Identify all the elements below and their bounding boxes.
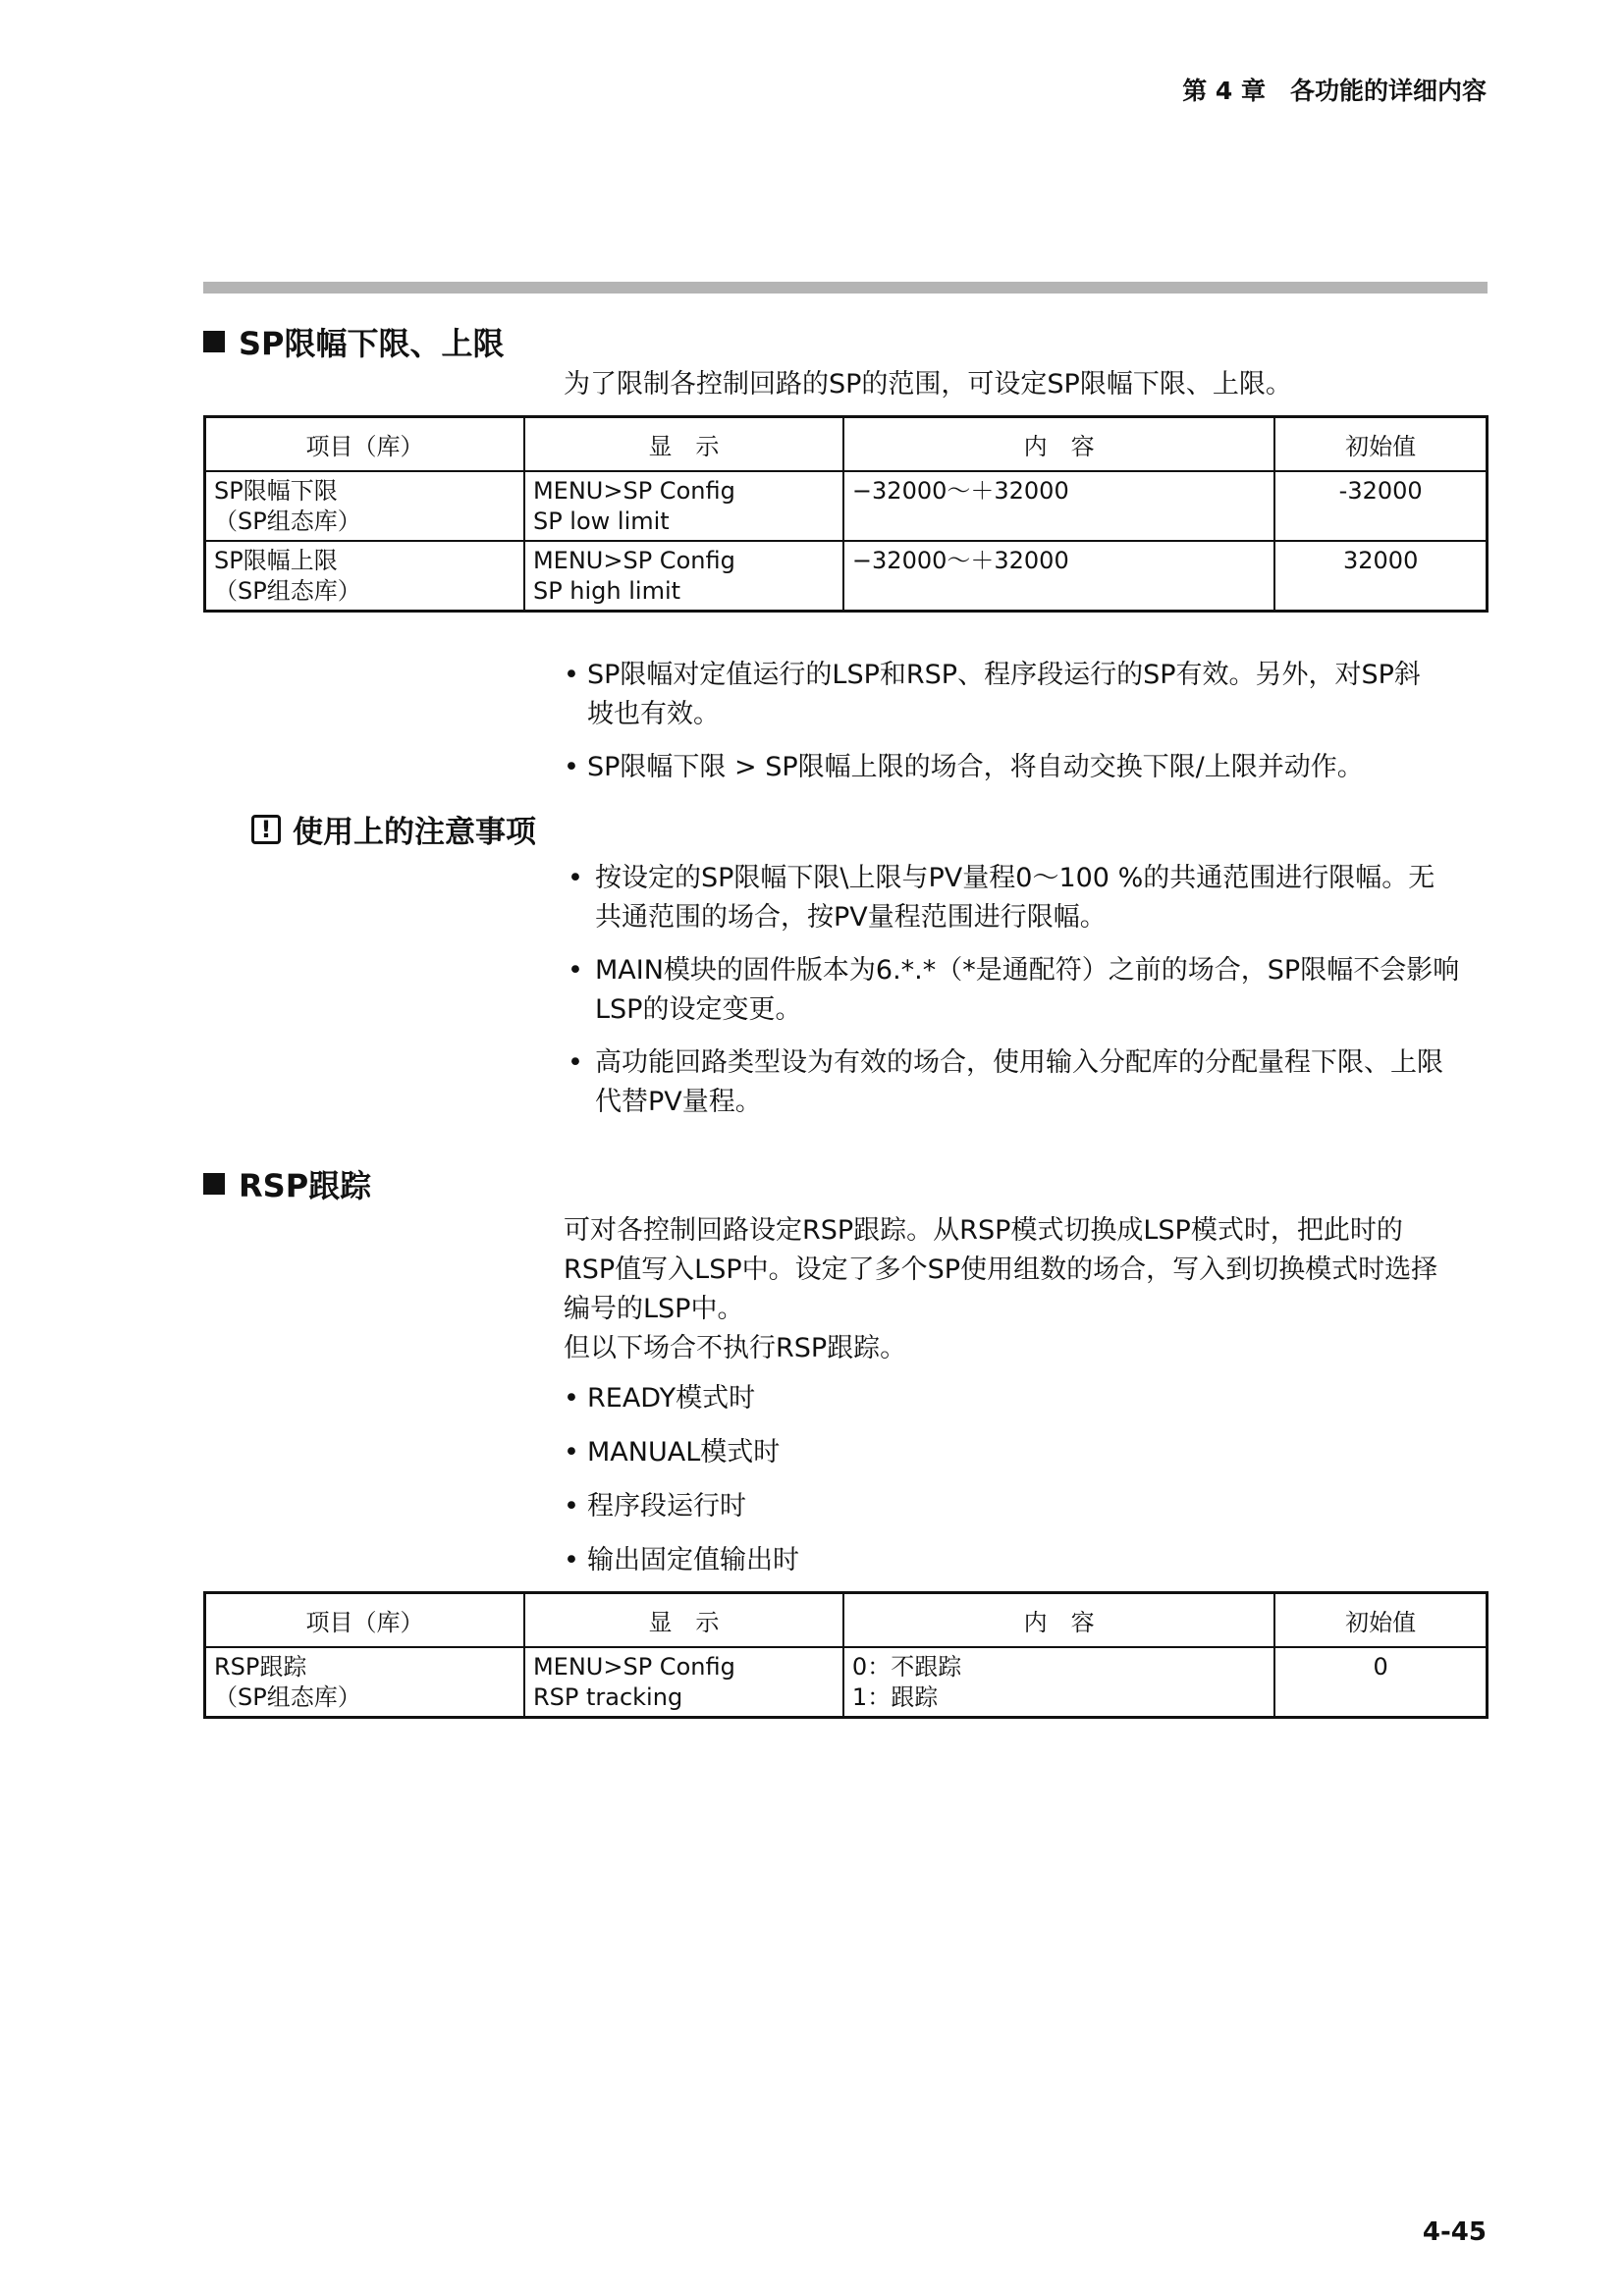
table-cell-item: SP限幅上限 （SP组态库）: [205, 541, 524, 612]
page-number: 4-45: [1422, 2217, 1487, 2247]
section-divider: [203, 282, 1488, 294]
section-title-rsp-tracking: [203, 1161, 371, 1206]
table-cell-item: SP限幅下限 （SP组态库）: [205, 471, 524, 541]
square-bullet-icon: [203, 1173, 225, 1195]
table-header-row: [205, 417, 1488, 472]
caution-title-text: 使用上的注意事项: [293, 815, 536, 850]
table-cell-content: −32000～＋32000: [843, 541, 1274, 612]
sp-limit-bullet-list: [564, 656, 1487, 787]
table-cell-content: −32000～＋32000: [843, 471, 1274, 541]
caution-bullet-list: [564, 859, 1487, 1122]
table-cell-display: MENU>SP Config SP high limit: [524, 541, 843, 612]
list-item: • MAIN模块的固件版本为6.*.*（*是通配符）之前的场合，SP限幅不会影响 LSP的设定变更。: [564, 951, 1487, 1030]
table-cell-initial: 0: [1274, 1647, 1487, 1718]
table-row: [205, 1647, 1488, 1718]
caution-title: [251, 807, 536, 851]
sp-limit-intro: 为了限制各控制回路的SP的范围，可设定SP限幅下限、上限。: [564, 369, 1292, 400]
list-item: • READY模式时: [564, 1379, 1487, 1418]
table-header: 初始值: [1274, 1593, 1487, 1648]
list-item: • 高功能回路类型设为有效的场合，使用输入分配库的分配量程下限、上限 代替PV量程。: [564, 1043, 1487, 1122]
table-header: 内 容: [843, 417, 1274, 472]
table-header: 项目（库）: [205, 1593, 524, 1648]
table-header: 显 示: [524, 417, 843, 472]
table-header: 初始值: [1274, 417, 1487, 472]
list-item: • 输出固定值输出时: [564, 1541, 1487, 1580]
table-header-row: [205, 1593, 1488, 1648]
table-row: [205, 471, 1488, 541]
caution-icon: !: [251, 815, 281, 844]
chapter-header: 第 4 章 各功能的详细内容: [1182, 77, 1487, 105]
table-cell-content: 0：不跟踪 1：跟踪: [843, 1647, 1274, 1718]
section-title-text: RSP跟踪: [239, 1167, 372, 1204]
rsp-bullet-list: [564, 1379, 1487, 1580]
table-row: [205, 541, 1488, 612]
list-item: • 按设定的SP限幅下限\上限与PV量程0～100 %的共通范围进行限幅。无 共通范围的场合，按PV量程范围进行限幅。: [564, 859, 1487, 937]
table-header: 项目（库）: [205, 417, 524, 472]
list-item: • MANUAL模式时: [564, 1433, 1487, 1472]
table-cell-display: MENU>SP Config SP low limit: [524, 471, 843, 541]
table-header: 内 容: [843, 1593, 1274, 1648]
list-item: • SP限幅对定值运行的LSP和RSP、程序段运行的SP有效。另外，对SP斜 坡也有效。: [564, 656, 1487, 734]
table-cell-initial: 32000: [1274, 541, 1487, 612]
table-cell-display: MENU>SP Config RSP tracking: [524, 1647, 843, 1718]
list-item: • 程序段运行时: [564, 1487, 1487, 1526]
section-title-sp-limit: [203, 319, 505, 364]
list-item: • SP限幅下限 > SP限幅上限的场合，将自动交换下限/上限并动作。: [564, 748, 1487, 787]
table-cell-item: RSP跟踪 （SP组态库）: [205, 1647, 524, 1718]
sp-limit-table: [203, 415, 1489, 613]
table-header: 显 示: [524, 1593, 843, 1648]
rsp-tracking-table: [203, 1591, 1489, 1719]
square-bullet-icon: [203, 331, 225, 352]
table-cell-initial: -32000: [1274, 471, 1487, 541]
section-title-text: SP限幅下限、上限: [239, 325, 505, 362]
rsp-paragraph: 可对各控制回路设定RSP跟踪。从RSP模式切换成LSP模式时，把此时的 RSP值写入LSP中。设定了多个SP使用组数的场合，写入到切换模式时选择 编号的LSP中。 但以下场合不执行RSP跟踪。: [564, 1215, 1438, 1363]
